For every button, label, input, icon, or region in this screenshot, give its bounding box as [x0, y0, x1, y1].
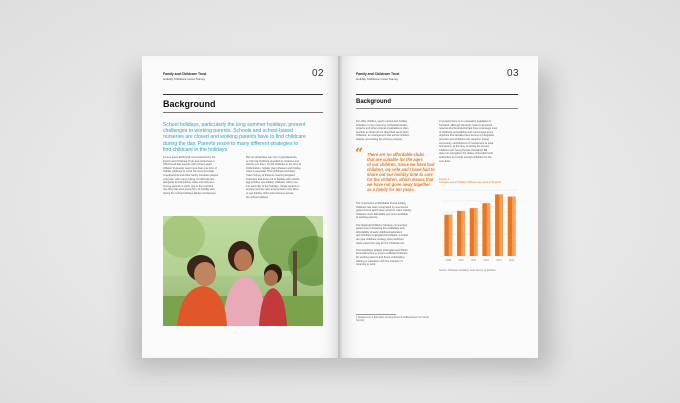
body-line: The importance of affordable formal holiday: [356, 202, 406, 205]
left-column-1: [163, 156, 241, 196]
cost-bar-chart: [438, 186, 520, 262]
body-line: during the school holidays (Rutter and Evans).: [163, 191, 217, 195]
chart-tick-label: 2012: [483, 259, 489, 262]
chart-bar-shade: [474, 208, 478, 256]
body-line: of childcare accessibility and encourages every: [439, 130, 494, 134]
quote-line: as a family for ten years.: [367, 187, 415, 192]
body-line: it in each day of the holidays. Single parents in: [246, 184, 300, 188]
pull-quote: [367, 152, 439, 192]
body-line: activities run by museums, orchestral theatre: [356, 123, 408, 127]
body-line: function as what can be described as de facto: [356, 130, 409, 134]
body-line: projects and other cultural organisations often: [356, 127, 409, 131]
body-line: Years Survey of Parents covering England: [246, 173, 295, 177]
body-line: and childcare in England and Wales. A further: [356, 234, 409, 238]
body-line: that they had used some form of holiday club: [163, 188, 215, 192]
booklet-spine: [338, 56, 342, 358]
left-header-rule: [163, 94, 323, 95]
body-line: which paved the way for the Childcare Act.: [356, 241, 405, 245]
body-line: returning to work.: [356, 263, 377, 267]
body-line: provision and childcare are valued in strong: [439, 137, 490, 141]
body-line: does not strengthen the duties of Scottish local: [439, 152, 493, 156]
body-line: But not all families can rely on grandparents,: [246, 156, 298, 159]
left-lead-paragraph: [163, 122, 325, 153]
body-line: childcare has been recognised by successive: [356, 205, 409, 209]
body-line: and parent. At the time of writing the current: [439, 145, 490, 149]
chart-bar-shade: [461, 211, 465, 256]
figure-caption: Average cost of holiday childcare per week in England: [439, 181, 502, 184]
body-line: requires that local authorities have a strategic view: [439, 127, 498, 131]
body-line: Family and Childcare Trust and carried out in: [163, 159, 215, 163]
chart-bar-shade: [449, 215, 453, 256]
footnote-line: Department for Social Security: [356, 317, 429, 322]
quote-line: children, my wife and I have had to: [367, 167, 435, 172]
body-line: Children and Young People (Scotland) Bill: [439, 148, 488, 152]
chart-tick-label: 2013: [496, 259, 502, 262]
quote-line: There are no affordable clubs: [367, 152, 425, 157]
body-line: For older children, sports camps and holiday: [356, 120, 408, 123]
body-line: 2016 found that parents with primary-aged: [163, 163, 212, 167]
right-column-1-body: [356, 202, 434, 267]
chart-tick-label: 2014: [509, 259, 515, 262]
right-column-2: [439, 120, 519, 163]
lead-line: during the day. Parents resort to many different strategies to: [163, 140, 299, 147]
figure-source: Source: Childcare and Early Years Survey of Families: [439, 269, 496, 272]
body-line: affordability of early childhood education: [356, 230, 403, 234]
body-line: a big role, with many relying on informal care: [163, 177, 215, 181]
body-line: or informal childcare provided by relatives and: [246, 159, 299, 163]
body-line: childcare more affordable and more available: [356, 212, 408, 216]
left-page-heading: Background: [163, 99, 216, 109]
body-line: childminders, holiday play schemes and holiday: [246, 166, 301, 170]
body-line: authorities to provide enough childcare for the: [439, 155, 492, 159]
chart-bar-shade: [512, 197, 516, 256]
body-line: ten year childcare strategy was published: [356, 237, 404, 241]
quote-line: for the children, which means that: [367, 177, 434, 182]
figure-label: Figure 1: [439, 177, 450, 181]
lead-line: School holidays, particularly the long summer holidays, present: [163, 122, 306, 128]
quote-mark: “: [355, 146, 364, 162]
body-line: children frequently used more than one form of: [163, 166, 217, 170]
body-line: age children use holiday childcare. Many use: [246, 181, 298, 185]
chart-bar-shade: [499, 194, 503, 256]
body-line: to working parents.: [356, 216, 378, 220]
body-line: holiday childcare to cover the summer break.: [163, 170, 215, 174]
family-photo: [163, 216, 323, 326]
body-line: The National Childcare Strategy commented: [356, 223, 408, 227]
chart-tick-label: 2011: [471, 259, 477, 262]
body-line: alongside formal holiday clubs and schemes.: [163, 181, 215, 185]
body-line: government increasing the availability and: [356, 227, 405, 231]
body-line: objective that families have access to integrated: [439, 134, 495, 138]
body-line: training or education with the intention of: [356, 259, 403, 263]
quote-line: we have not gone away together: [367, 182, 431, 187]
right-page-subtitle: Holiday Childcare Costs Survey: [356, 77, 399, 81]
body-line: clubs is essential. This Childcare and Early: [246, 170, 296, 174]
body-line: over fives.: [439, 159, 451, 163]
body-line: This legislation obliges all English and Welsh: [356, 248, 408, 252]
body-line: Grandparents and other family members played: [163, 173, 218, 177]
body-line: the school holidays.: [246, 195, 269, 199]
body-line: friends. For them, formal childcare in the form of: [246, 163, 302, 167]
lead-line: nurseries are closed and working parents have to find childcare: [163, 134, 306, 141]
lead-line: find childcare in the holidays.: [163, 146, 229, 153]
body-line: community mechanisms of involvement at local: [439, 141, 494, 145]
quote-line: of our children. Since we have had: [367, 162, 435, 167]
right-page-number: 03: [507, 68, 520, 79]
body-line: despite not existing the primary purpose.: [356, 137, 403, 141]
right-column-1-intro: [356, 120, 434, 142]
lead-line: challenges to working parents. Schools and school-based: [163, 128, 293, 135]
right-header-rule: [356, 94, 518, 95]
right-heading-rule: [356, 108, 518, 109]
left-page-org: Family and Childcare Trust: [163, 72, 207, 76]
body-line: Scotland, although the Early Years Framework: [439, 123, 493, 127]
body-line: local authorities to ensure sufficient childcare: [356, 252, 408, 256]
body-line: for working parents and those undertaking: [356, 255, 405, 259]
left-heading-rule: [163, 112, 323, 113]
photo-illustration: [163, 216, 323, 326]
chart-tick-label: 2009: [445, 259, 451, 262]
body-line: At present there is no equivalent legislation in: [439, 120, 492, 123]
footnote: [356, 317, 436, 323]
body-line: governments which have aimed to make holiday: [356, 209, 412, 213]
chart-tick-label: 2010: [458, 259, 464, 262]
right-page-org: Family and Childcare Trust: [356, 72, 400, 76]
quote-line: that are suitable for the ages: [367, 157, 423, 162]
body-line: estimates that three out of families with school-: [246, 177, 300, 181]
right-page-heading: Background: [356, 99, 392, 105]
chart-bar-shade: [487, 203, 491, 256]
quote-line: share out our holiday time to care: [367, 172, 433, 177]
body-line: Among parents in work, one in five reported: [163, 184, 214, 188]
footnote-line: 1 Department for Education and Employment and: [356, 317, 407, 319]
body-line: A Lone Ipsos MORI poll commissioned by the: [163, 156, 216, 159]
left-page-subtitle: Holiday Childcare Costs Survey: [163, 77, 206, 81]
body-line: childcare, an arrangement that serves children: [356, 134, 410, 138]
body-line: employment are also among those most likely: [246, 188, 299, 192]
left-page-number: 02: [312, 68, 325, 79]
body-line: to use holiday clubs and schemes across: [246, 191, 294, 195]
left-column-2: [246, 156, 324, 199]
